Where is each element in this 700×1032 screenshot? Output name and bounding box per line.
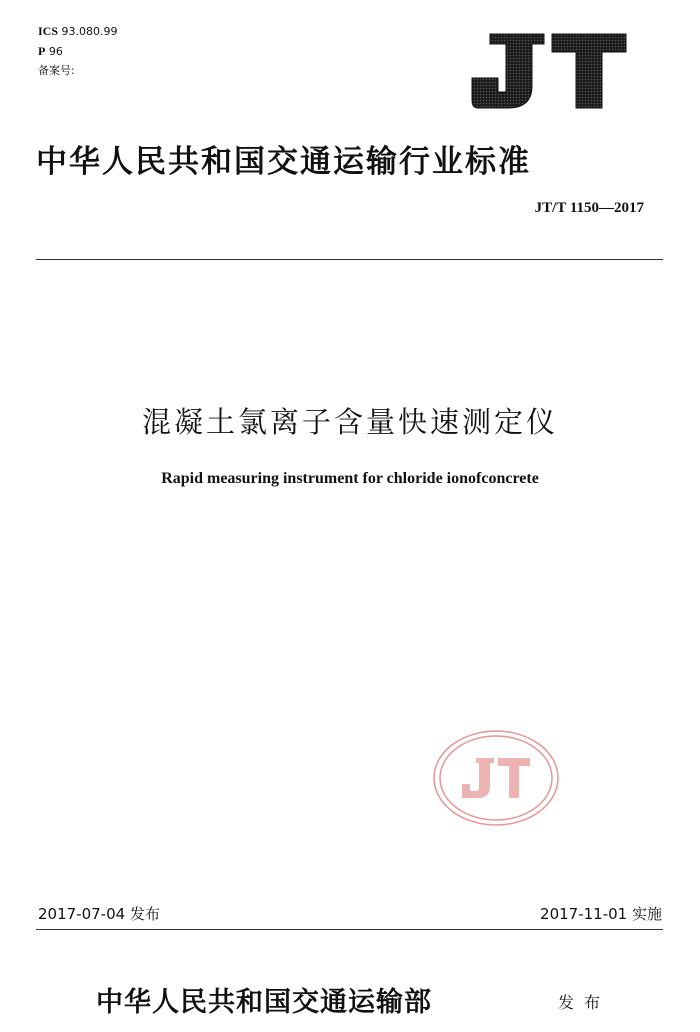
- filing-number: [38, 64, 75, 78]
- divider-bottom: [36, 929, 663, 930]
- document-title-en: Rapid measuring instrument for chloride ionofconcrete: [161, 470, 539, 487]
- publish-label: 发布: [558, 993, 611, 1012]
- standard-code: JT/T 1150—2017: [534, 200, 644, 216]
- p-label: P: [38, 44, 46, 58]
- jt-stamp-watermark: [432, 728, 560, 828]
- document-title-cn: 混凝土氯离子含量快速测定仪: [141, 405, 558, 439]
- industry-standard-title: 中华人民共和国交通运输行业标准: [36, 144, 531, 180]
- ics-code: [38, 24, 118, 39]
- divider-top: [36, 259, 663, 260]
- jt-logo: [470, 30, 630, 112]
- filing-number-label: 备案号:: [38, 64, 75, 77]
- publisher-name: 中华人民共和国交通运输部: [96, 987, 432, 1018]
- p-value: 96: [48, 45, 63, 58]
- ics-label: ICS: [38, 24, 59, 38]
- implementation-date: 2017-11-01 实施: [540, 905, 662, 923]
- p-code: [38, 44, 63, 59]
- issue-date: 2017-07-04 发布: [38, 905, 160, 923]
- ics-value: 93.080.99: [61, 25, 118, 38]
